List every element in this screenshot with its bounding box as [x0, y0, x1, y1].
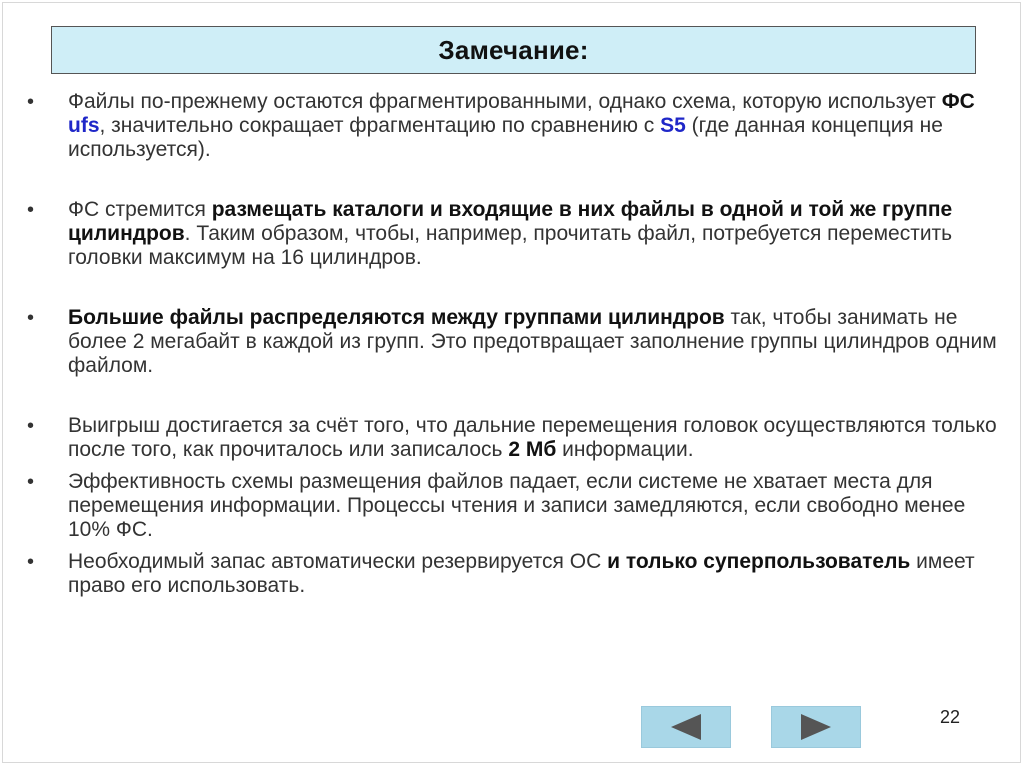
bullet-1-text-2: , значительно сокращает фрагментацию по сравнению с [99, 114, 661, 137]
bullet-2-text-2: . Таким образом, чтобы, например, прочитать файл, потребуется переместить головки максимум на 16 цилиндров. [68, 222, 953, 269]
bullet-6-text: Необходимый запас автоматически резервируется ОС [68, 550, 608, 573]
bullet-3-text: так, чтобы занимать не более 2 мегабайт в каждой из групп. Это предотвращает заполнение группы цилиндров одним файлом. [68, 306, 997, 377]
slide-title: Замечание: [438, 34, 589, 65]
bullet-item-1 [24, 90, 999, 162]
triangle-left-icon [671, 714, 701, 740]
next-slide-button[interactable] [771, 706, 861, 748]
bullet-item-6 [24, 550, 999, 598]
previous-slide-button[interactable] [641, 706, 731, 748]
bullet-6-bold: и только суперпользователь [607, 550, 911, 573]
bullet-5-text: Эффективность схемы размещения файлов падает, если системе не хватает места для перемещения информации. Процессы чтения и записи замедляются, если свободно менее 10% ФС. [68, 470, 966, 541]
title-box [51, 26, 976, 74]
bullet-marker: • [27, 91, 35, 113]
bullet-1-text: Файлы по-прежнему остаются фрагментированными, однако схема, которую использует [68, 90, 942, 113]
page-number: 22 [940, 707, 961, 727]
bullet-item-2 [24, 198, 999, 270]
bullet-4-text-2: информации. [556, 438, 694, 461]
bullet-marker: • [27, 551, 35, 573]
bullet-marker: • [27, 415, 35, 437]
bullet-item-5 [24, 470, 999, 542]
bullet-marker: • [27, 199, 35, 221]
bullet-1-fs: ФС [941, 90, 975, 113]
bullet-item-4 [24, 414, 999, 462]
bullet-item-3 [24, 306, 999, 378]
bullet-list [24, 90, 999, 598]
bullet-1-s5: S5 [660, 114, 686, 137]
bullet-6-text-2: имеет право его использовать. [68, 550, 975, 597]
bullet-2-text: ФС стремится [68, 198, 212, 221]
bullet-3-bold: Большие файлы распределяются между группами цилиндров [68, 306, 725, 329]
bullet-marker: • [27, 307, 35, 329]
bullet-4-bold: 2 Мб [508, 438, 557, 461]
bullet-1-ufs: ufs [68, 114, 100, 137]
bullet-marker: • [27, 471, 35, 493]
triangle-right-icon [801, 714, 831, 740]
bullet-4-text: Выигрыш достигается за счёт того, что дальние перемещения головок осуществляются только после того, как прочиталось или записалось [68, 414, 997, 461]
bullet-2-bold: размещать каталоги и входящие в них файлы в одной и той же группе цилиндров [68, 198, 953, 245]
bullet-1-text-3: (где данная концепция не используется). [68, 114, 943, 161]
